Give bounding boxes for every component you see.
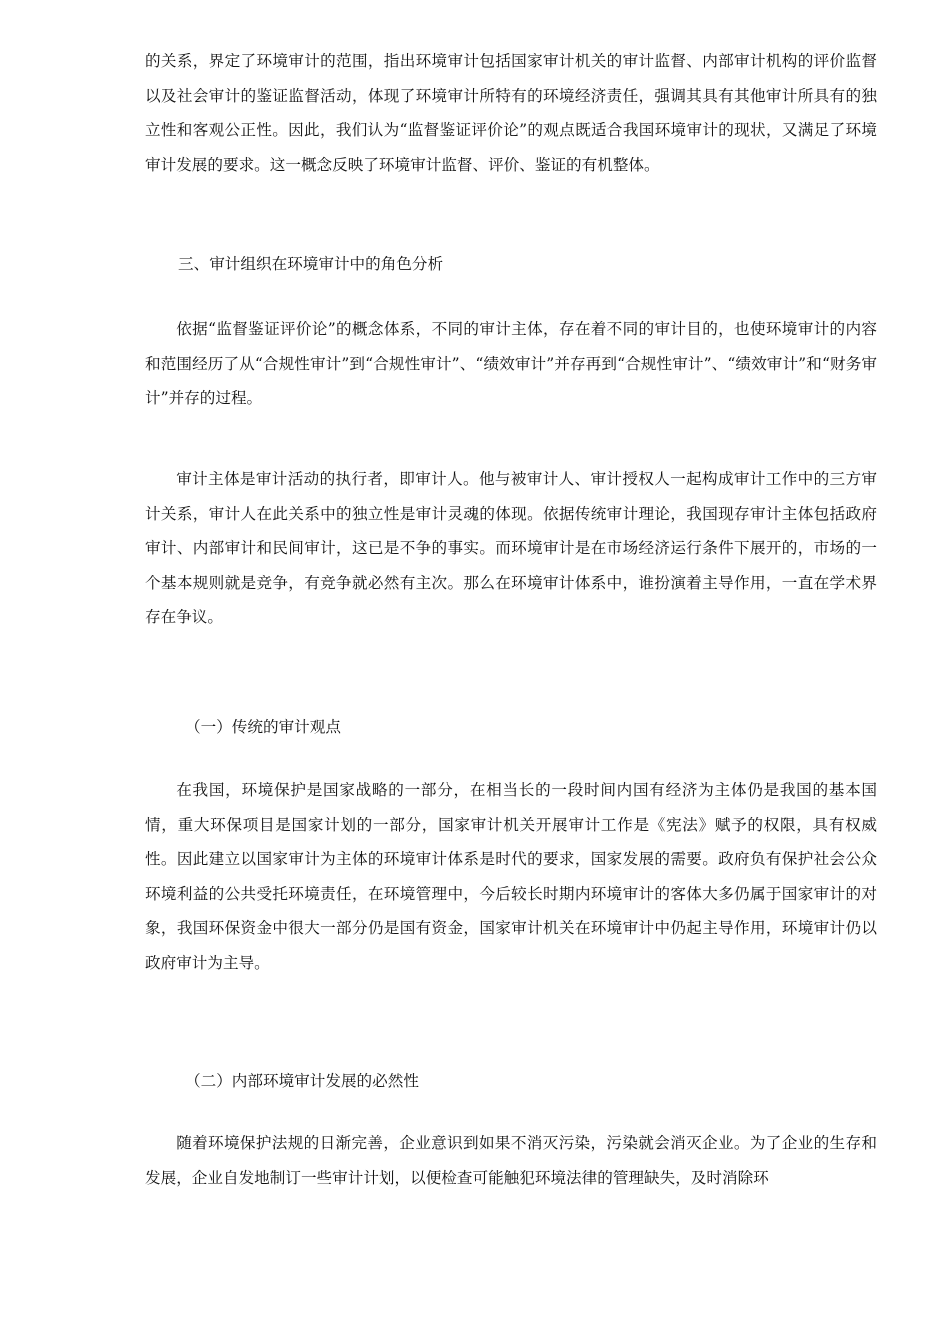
subsection-heading-internal-audit-necessity: （二）内部环境审计发展的必然性 bbox=[185, 1072, 419, 1090]
subsection-heading-traditional-view: （一）传统的审计观点 bbox=[185, 718, 341, 736]
paragraph-enterprise-self-audit: 随着环境保护法规的日渐完善，企业意识到如果不消灭污染，污染就会消灭企业。为了企业的生存和发展，企业自发地制订一些审计计划，以便检查可能触犯环境法律的管理缺失，及时消除环 bbox=[145, 1134, 877, 1187]
paragraph-environmental-audit-scope: 的关系，界定了环境审计的范围，指出环境审计包括国家审计机关的审计监督、内部审计机构的评价监督以及社会审计的鉴证监督活动，体现了环境审计所特有的环境经济责任，强调其具有其他审计所具有的独立性和客观公正性。因此，我们认为“监督鉴证评价论”的观点既适合我国环境审计的现状，又满足了环境审计发展的要求。这一概念反映了环境审计监督、评价、鉴证的有机整体。 bbox=[145, 52, 877, 174]
paragraph-concept-system: 依据“监督鉴证评价论”的概念体系，不同的审计主体，存在着不同的审计目的，也使环境审计的内容和范围经历了从“合规性审计”到“合规性审计”、“绩效审计”并存再到“合规性审计”、“绩效审计”和“财务审计”并存的过程。 bbox=[145, 320, 877, 408]
paragraph-audit-subject: 审计主体是审计活动的执行者，即审计人。他与被审计人、审计授权人一起构成审计工作中的三方审计关系，审计人在此关系中的独立性是审计灵魂的体现。依据传统审计理论，我国现存审计主体包括政府审计、内部审计和民间审计，这已是不争的事实。而环境审计是在市场经济运行条件下展开的，市场的一个基本规则就是竞争，有竞争就必然有主次。那么在环境审计体系中，谁扮演着主导作用，一直在学术界存在争议。 bbox=[145, 470, 877, 627]
section-heading-audit-organization-role: 三、审计组织在环境审计中的角色分析 bbox=[178, 255, 444, 273]
paragraph-national-audit-dominance: 在我国，环境保护是国家战略的一部分，在相当长的一段时间内国有经济为主体仍是我国的基本国情，重大环保项目是国家计划的一部分，国家审计机关开展审计工作是《宪法》赋予的权限，具有权威性。因此建立以国家审计为主体的环境审计体系是时代的要求，国家发展的需要。政府负有保护社会公众环境利益的公共受托环境责任，在环境管理中，今后较长时期内环境审计的客体大多仍属于国家审计的对象，我国环保资金中很大一部分仍是国有资金，国家审计机关在环境审计中仍起主导作用，环境审计仍以政府审计为主导。 bbox=[145, 781, 877, 972]
